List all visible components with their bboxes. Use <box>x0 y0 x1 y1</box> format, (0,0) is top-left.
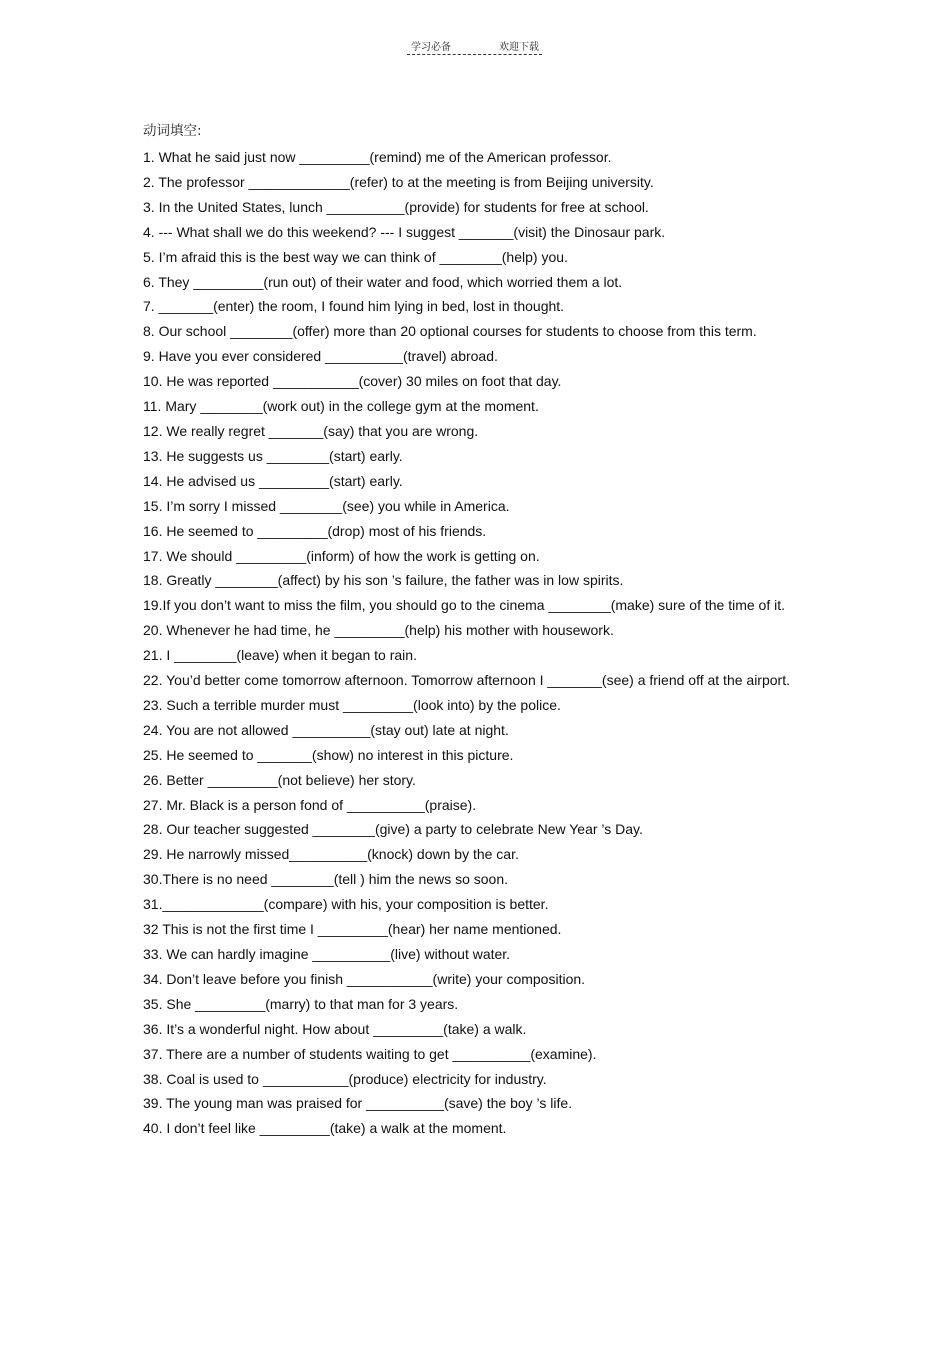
question-item: 2. The professor _____________(refer) to at the meeting is from Beijing university. <box>143 173 654 190</box>
question-item: 26. Better _________(not believe) her story. <box>143 771 416 788</box>
question-item: 19.If you don’t want to miss the film, you should go to the cinema ________(make) sure of the time of it. <box>143 597 786 614</box>
question-item: 6. They _________(run out) of their water and food, which worried them a lot. <box>143 273 623 290</box>
question-item: 40. I don’t feel like _________(take) a walk at the moment. <box>143 1120 507 1137</box>
question-item: 39. The young man was praised for __________(save) the boy ’s life. <box>143 1095 573 1112</box>
question-item: 22. You’d better come tomorrow afternoon. Tomorrow afternoon I _______(see) a friend off at the airport. <box>143 672 790 689</box>
header-right-text: 欢迎下载 <box>499 42 539 53</box>
question-item: 23. Such a terrible murder must _________(look into) by the police. <box>143 696 561 713</box>
question-item: 28. Our teacher suggested ________(give) a party to celebrate New Year ’s Day. <box>143 821 643 838</box>
question-item: 17. We should _________(inform) of how the work is getting on. <box>143 547 540 564</box>
worksheet-title: 动词填空: <box>143 123 202 139</box>
question-item: 24. You are not allowed __________(stay out) late at night. <box>143 721 509 738</box>
question-item: 38. Coal is used to ___________(produce) electricity for industry. <box>143 1070 547 1087</box>
question-item: 15. I’m sorry I missed ________(see) you while in America. <box>143 497 510 514</box>
question-item: 36. It’s a wonderful night. How about _________(take) a walk. <box>143 1020 527 1037</box>
question-item: 4. --- What shall we do this weekend? --- I suggest _______(visit) the Dinosaur park. <box>143 223 666 240</box>
page-header <box>0 38 950 53</box>
question-item: 14. He advised us _________(start) early. <box>143 472 403 489</box>
question-item: 3. In the United States, lunch __________(provide) for students for free at school. <box>143 198 649 215</box>
question-item: 18. Greatly ________(affect) by his son ’s failure, the father was in low spirits. <box>143 572 624 589</box>
question-item: 5. I’m afraid this is the best way we can think of ________(help) you. <box>143 248 568 265</box>
header-dashed-rule <box>407 54 542 55</box>
question-item: 1. What he said just now _________(remind) me of the American professor. <box>143 149 612 165</box>
question-item: 10. He was reported ___________(cover) 30 miles on foot that day. <box>143 373 562 390</box>
header-left-text: 学习必备 <box>411 42 451 53</box>
question-item: 8. Our school ________(offer) more than 20 optional courses for students to choose from this term. <box>143 323 757 340</box>
question-item: 7. _______(enter) the room, I found him lying in bed, lost in thought. <box>143 298 565 315</box>
question-item: 9. Have you ever considered __________(travel) abroad. <box>143 348 498 365</box>
question-item: 32 This is not the first time I _________(hear) her name mentioned. <box>143 921 562 938</box>
question-item: 27. Mr. Black is a person fond of __________(praise). <box>143 796 477 813</box>
question-item: 31._____________(compare) with his, your composition is better. <box>143 896 549 913</box>
question-item: 11. Mary ________(work out) in the college gym at the moment. <box>143 398 539 415</box>
question-list <box>143 145 808 1141</box>
question-item: 20. Whenever he had time, he _________(help) his mother with housework. <box>143 622 614 639</box>
question-item: 37. There are a number of students waiting to get __________(examine). <box>143 1045 597 1062</box>
question-item: 16. He seemed to _________(drop) most of his friends. <box>143 522 487 539</box>
question-item: 13. He suggests us ________(start) early. <box>143 447 403 464</box>
question-item: 34. Don’t leave before you finish ___________(write) your composition. <box>143 970 586 987</box>
question-item: 33. We can hardly imagine __________(live) without water. <box>143 946 511 962</box>
question-item: 35. She _________(marry) to that man for 3 years. <box>143 995 459 1012</box>
question-item: 25. He seemed to _______(show) no interest in this picture. <box>143 746 514 763</box>
question-item: 30.There is no need ________(tell ) him the news so soon. <box>143 871 509 888</box>
question-item: 12. We really regret _______(say) that you are wrong. <box>143 422 479 439</box>
question-item: 21. I ________(leave) when it began to rain. <box>143 647 417 664</box>
question-item: 29. He narrowly missed__________(knock) down by the car. <box>143 846 519 863</box>
